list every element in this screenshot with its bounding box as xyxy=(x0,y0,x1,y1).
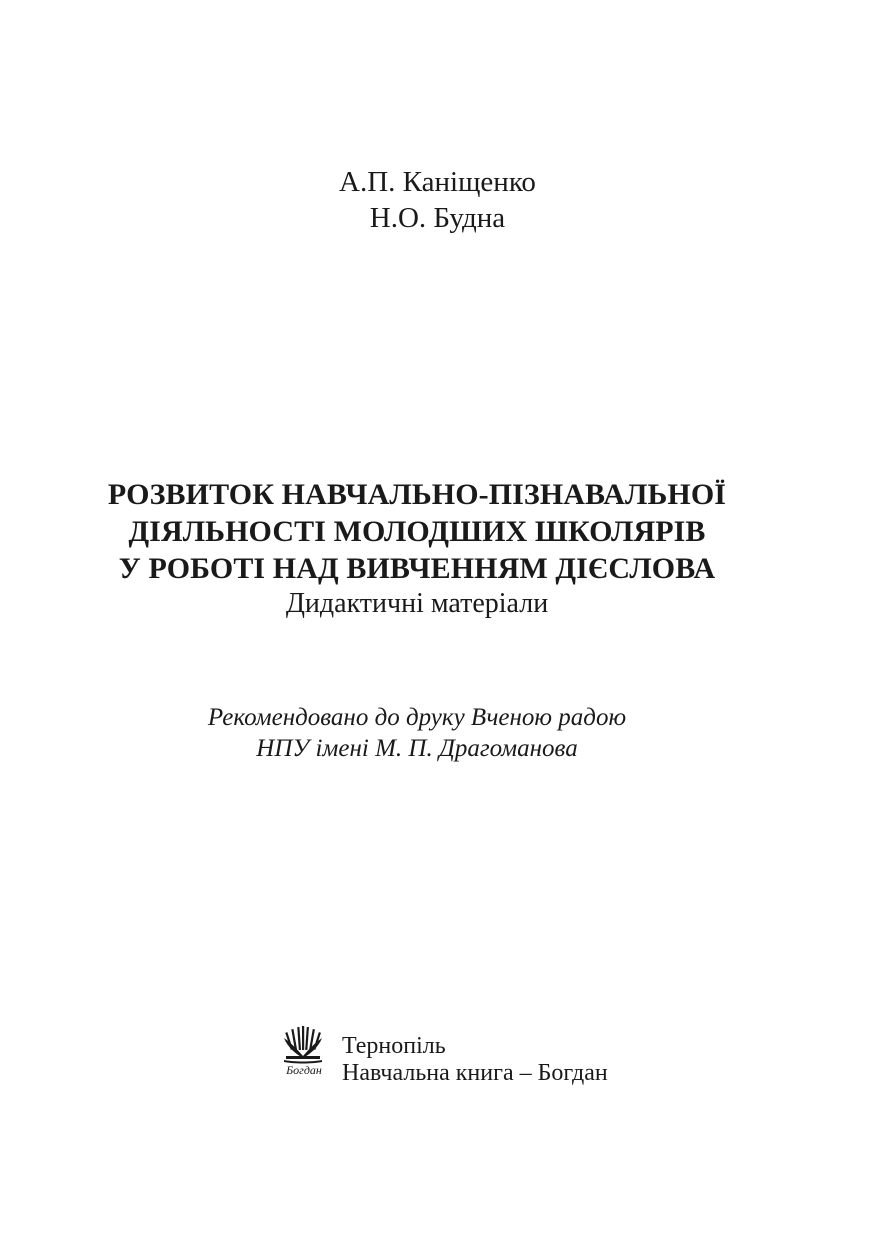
publisher-text xyxy=(342,1033,608,1087)
publisher-block xyxy=(276,1026,676,1086)
recommendation xyxy=(0,702,834,764)
title-line-1: РОЗВИТОК НАВЧАЛЬНО-ПІЗНАВАЛЬНОЇ xyxy=(107,478,727,511)
author-1: А.П. Каніщенко xyxy=(339,166,536,198)
publisher-name: Навчальна книга – Богдан xyxy=(342,1060,608,1086)
logo-lettering: Богдан xyxy=(286,1063,322,1077)
publisher-logo xyxy=(276,1026,330,1082)
recommendation-line-2: НПУ імені М. П. Драгоманова xyxy=(256,735,578,762)
authors xyxy=(0,164,875,236)
book-leaves-icon xyxy=(276,1026,330,1066)
title-line-3: У РОБОТІ НАД ВИВЧЕННЯМ ДІЄСЛОВА xyxy=(118,552,716,585)
book-title xyxy=(0,476,834,621)
title-line-2: ДІЯЛЬНОСТІ МОЛОДШИХ ШКОЛЯРІВ xyxy=(128,515,706,548)
publisher-city: Тернопіль xyxy=(342,1033,446,1059)
recommendation-line-1: Рекомендовано до друку Вченою радою xyxy=(207,704,627,731)
author-2: Н.О. Будна xyxy=(369,202,506,234)
book-subtitle: Дидактичні матеріали xyxy=(285,588,549,619)
